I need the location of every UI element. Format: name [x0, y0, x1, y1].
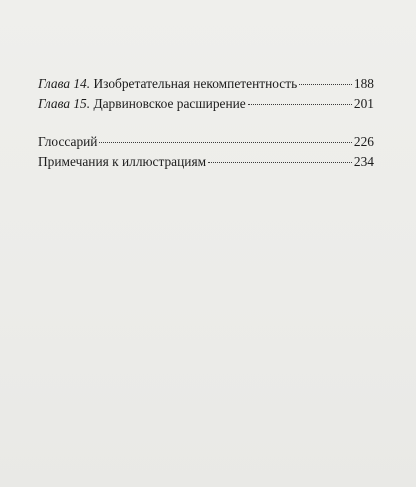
page-number: 234 — [353, 154, 374, 169]
dot-leader — [99, 142, 351, 143]
toc-entry-glossary — [38, 132, 374, 152]
appendix-title: Глоссарий — [38, 134, 98, 149]
table-of-contents — [38, 74, 374, 172]
page-number: 226 — [353, 134, 374, 149]
toc-entry-chapter-15 — [38, 94, 374, 114]
toc-entry-illustration-notes — [38, 152, 374, 172]
chapter-title: Дарвиновское расширение — [93, 96, 246, 111]
dot-leader — [248, 104, 352, 105]
page-number: 201 — [353, 96, 374, 111]
chapter-number: Глава 14. — [38, 76, 91, 91]
toc-entry-chapter-14 — [38, 74, 374, 94]
chapter-title: Изобретательная некомпетентность — [93, 76, 298, 91]
dot-leader — [299, 84, 352, 85]
appendix-title: Примечания к иллюстрациям — [38, 154, 207, 169]
dot-leader — [208, 162, 352, 163]
chapter-number: Глава 15. — [38, 96, 91, 111]
page-number: 188 — [353, 76, 374, 91]
